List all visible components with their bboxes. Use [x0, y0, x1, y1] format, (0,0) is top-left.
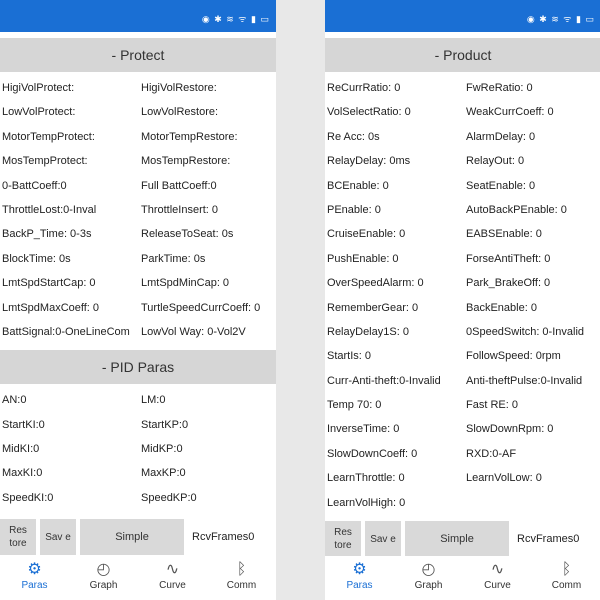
gauge-icon: ◴ [96, 561, 111, 578]
param-field[interactable]: WeakCurrCoeff: 0 [466, 106, 554, 119]
bluetooth-icon: ᛒ [236, 561, 247, 578]
rcv-frames-counter: RcvFrames0 [192, 531, 255, 543]
bluetooth-icon: ᛒ [561, 561, 572, 578]
param-field[interactable]: LmtSpdMaxCoeff: 0 [2, 301, 100, 314]
param-field[interactable]: MaxKP:0 [141, 467, 186, 480]
protect-section-header[interactable]: - Protect [0, 38, 276, 72]
param-field[interactable]: TurtleSpeedCurrCoeff: 0 [141, 301, 261, 314]
param-field[interactable]: SpeedKP:0 [141, 491, 197, 504]
save-button[interactable]: Sav e [365, 521, 401, 557]
param-field[interactable]: AutoBackPEnable: 0 [466, 203, 567, 216]
param-field[interactable]: MidKI:0 [2, 443, 40, 456]
param-field[interactable]: CruiseEnable: 0 [327, 228, 406, 241]
param-field[interactable]: BattSignal:0-OneLineCom [2, 325, 130, 338]
param-field[interactable]: StartIs: 0 [327, 350, 372, 363]
restore-button[interactable]: Res tore [0, 519, 36, 555]
param-field[interactable]: Temp 70: 0 [327, 399, 382, 412]
param-field[interactable]: MidKP:0 [141, 443, 183, 456]
param-field[interactable]: BackP_Time: 0-3s [2, 228, 92, 241]
param-field[interactable]: Full BattCoeff:0 [141, 179, 217, 192]
status-bar [325, 0, 600, 32]
gear-icon: ⚙ [27, 561, 42, 578]
param-field[interactable]: Fast RE: 0 [466, 399, 518, 412]
param-field[interactable]: Anti-theftPulse:0-Invalid [466, 374, 583, 387]
tab-comm[interactable]: ᛒ Comm [532, 556, 600, 600]
param-field[interactable]: MotorTempRestore: [141, 130, 238, 143]
param-field[interactable]: ThrottleLost:0-Inval [2, 203, 97, 216]
param-field[interactable]: LowVol Way: 0-Vol2V [141, 325, 246, 338]
pid-section-header[interactable]: - PID Paras [0, 350, 276, 384]
param-field[interactable]: HigiVolProtect: [2, 82, 75, 94]
param-field[interactable]: StartKP:0 [141, 418, 189, 431]
param-field[interactable]: MaxKI:0 [2, 467, 43, 480]
tab-curve[interactable]: ∿ Curve [463, 556, 532, 600]
param-field[interactable]: LowVolProtect: [2, 106, 76, 119]
param-field[interactable]: BackEnable: 0 [466, 301, 537, 314]
param-field[interactable]: 0-BattCoeff:0 [2, 179, 67, 192]
param-field[interactable]: LearnThrottle: 0 [327, 472, 405, 485]
param-field[interactable]: InverseTime: 0 [327, 423, 400, 436]
status-icons: ◉ ✱ ≋ ᯤ ▮ ▭ [526, 14, 595, 24]
param-field[interactable]: ForseAntiTheft: 0 [466, 252, 551, 265]
status-bar [0, 0, 276, 32]
simple-button[interactable]: Simple [80, 519, 184, 555]
param-field[interactable]: SlowDownRpm: 0 [466, 423, 554, 436]
param-field[interactable]: SlowDownCoeff: 0 [327, 447, 418, 460]
param-field[interactable]: BCEnable: 0 [327, 179, 389, 192]
param-field[interactable]: ParkTime: 0s [141, 252, 206, 265]
status-icons: ◉ ✱ ≋ ᯤ ▮ ▭ [201, 14, 270, 24]
tab-graph[interactable]: ◴ Graph [394, 556, 463, 600]
param-field[interactable]: LmtSpdStartCap: 0 [2, 277, 96, 290]
param-field[interactable]: LowVolRestore: [141, 106, 219, 119]
param-field[interactable]: RXD:0-AF [466, 447, 517, 460]
action-buttons [325, 521, 600, 557]
param-field[interactable]: AN:0 [2, 394, 27, 407]
param-field[interactable]: RelayOut: 0 [466, 155, 525, 168]
wave-icon: ∿ [165, 561, 180, 578]
tab-comm[interactable]: ᛒ Comm [207, 556, 276, 600]
param-field[interactable]: ReleaseToSeat: 0s [141, 228, 234, 241]
tab-paras[interactable]: ⚙ Paras [0, 556, 69, 600]
param-field[interactable]: 0SpeedSwitch: 0-Invalid [466, 325, 585, 338]
param-field[interactable]: PushEnable: 0 [327, 252, 399, 265]
phone-screen-left [0, 0, 276, 600]
param-field[interactable]: AlarmDelay: 0 [466, 130, 536, 143]
param-field[interactable]: PEnable: 0 [327, 203, 381, 216]
param-field[interactable]: Curr-Anti-theft:0-Invalid [327, 374, 441, 387]
param-field[interactable]: LmtSpdMinCap: 0 [141, 277, 230, 290]
param-field[interactable]: ReCurrRatio: 0 [327, 82, 401, 94]
action-buttons [0, 519, 276, 555]
product-section-header[interactable]: - Product [325, 38, 600, 72]
product-params-grid [325, 76, 600, 515]
param-field[interactable]: VolSelectRatio: 0 [327, 106, 411, 119]
tab-graph[interactable]: ◴ Graph [69, 556, 138, 600]
param-field[interactable]: Park_BrakeOff: 0 [466, 277, 551, 290]
param-field[interactable]: FwReRatio: 0 [466, 82, 533, 94]
param-field[interactable]: LM:0 [141, 394, 166, 407]
param-field[interactable]: OverSpeedAlarm: 0 [327, 277, 424, 290]
tab-curve[interactable]: ∿ Curve [138, 556, 207, 600]
param-field[interactable]: HigiVolRestore: [141, 82, 217, 94]
param-field[interactable]: RelayDelay: 0ms [327, 155, 411, 168]
param-field[interactable]: MosTempProtect: [2, 155, 88, 168]
save-button[interactable]: Sav e [40, 519, 76, 555]
param-field[interactable]: MotorTempProtect: [2, 130, 95, 143]
param-field[interactable]: SeatEnable: 0 [466, 179, 536, 192]
simple-button[interactable]: Simple [405, 521, 509, 557]
wave-icon: ∿ [490, 561, 505, 578]
rcv-frames-counter: RcvFrames0 [517, 533, 580, 545]
param-field[interactable]: BlockTime: 0s [2, 252, 71, 265]
bottom-tab-bar [325, 556, 600, 600]
param-field[interactable]: RelayDelay1S: 0 [327, 325, 409, 338]
param-field[interactable]: EABSEnable: 0 [466, 228, 542, 241]
pid-params-grid [0, 388, 276, 510]
bottom-tab-bar [0, 556, 276, 600]
param-field[interactable]: MosTempRestore: [141, 155, 231, 168]
param-field[interactable]: SpeedKI:0 [2, 491, 54, 504]
param-field[interactable]: FollowSpeed: 0rpm [466, 350, 561, 363]
phone-screen-right [325, 0, 600, 600]
tab-paras[interactable]: ⚙ Paras [325, 556, 394, 600]
param-field[interactable]: LearnVolHigh: 0 [327, 496, 406, 509]
param-field[interactable]: Re Acc: 0s [327, 130, 380, 143]
protect-params-grid [0, 76, 276, 344]
param-field[interactable]: StartKI:0 [2, 418, 45, 431]
param-field[interactable] [464, 491, 600, 515]
gear-icon: ⚙ [352, 561, 367, 578]
restore-button[interactable]: Res tore [325, 521, 361, 557]
param-field[interactable]: ThrottleInsert: 0 [141, 203, 219, 216]
param-field[interactable]: LearnVolLow: 0 [466, 472, 542, 485]
gauge-icon: ◴ [421, 561, 436, 578]
param-field[interactable]: RememberGear: 0 [327, 301, 419, 314]
